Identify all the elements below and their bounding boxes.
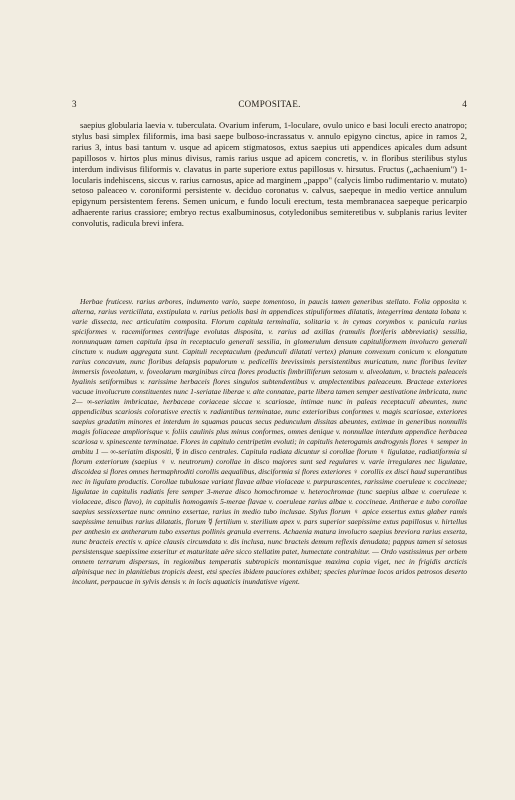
page-number-left: 3	[72, 99, 77, 109]
main-text-block	[72, 120, 467, 229]
page-number-right: 4	[462, 99, 467, 109]
secondary-text-block	[72, 297, 467, 587]
secondary-paragraph: Herbae fruticesv. rarius arbores, indumento vario, saepe tomentoso, in paucis tamen generibus stellato. Folia opposita v. alterna, rarius verticillata, exstipulata v. rarius petiolis basi in appendices stipuliformes dilatatis, integerrima dentata lobata v. varie dissecta, nec articulatim composita. Florum capitula terminalia, solitaria v. in cymas corymbos v. panicula rarius spiciformes v. racemiformes centrifuge evolutas disposita, v. rarius ad axillas (ramulis floriferis abbreviatis) sessilia, nonnunquam tamen capitula ipsa in receptaculo generali sessilia, in glomerulum densum capituliformem involucro generali cinctum v. nudum aggregata sunt. Capituli receptaculum (pedunculi dilatati vertex) planum convexum conicum v. elongatum rarius concavum, nunc floribus delapsis papulorum v. pedicellis brevissimis persistentibus muricatum, nunc floribus leviter immersis foveolatum, v. foveolarum marginibus circa flores productis fimbrilliferum setosum v. alveolatum, v. bracteis paleaceis hyalinis setiformibus v. rarissime herbaceis flores singulos subtendentibus v. amplectentibus paleaceum. Bracteae exteriores vacuae involucrum constituentes nunc 1-seriatae liberae v. alte connatae, parte libera tamen semper aestivatione imbricata, nunc 2— ∞-seriatim imbricatae, herbaceae coriaceae siccae v. scariosae, intimae nunc in paleas receptaculi abeuntes, nunc appendicibus scariosis coloratisve erectis v. radiantibus terminatae, nunc exterioribus conformes v. magis scariosae, exteriores saepius gradatim minores et interdum in squamas paucas secus pedunculum dissitas abeuntes, extimae in generibus nonnullis magis foliaceae ampliorisque v. foliis caulinis plus minus conformes, omnes denique v. nonnullae interdum appendice herbacea scariosa v. spinescente terminatae. Flores in capitulo centripetim evoluti; in capitulis heterogamis androgynis flores ♀ semper in ambitu 1 — ∞-seriatim dispositi, ☿ in disco centrales. Capitula radiata dicuntur si corollae florum ♀ ligulatae, radiatiformia si florum exteriorum (saepius ♀ v. neutrorum) corollae in disco majores sunt sed regulares v. varie irregulares nec ligulatae, discoidea si flores omnes hermaphroditi corollis aequalibus, disciformia si flores exteriores ♀ corollis ex disci haud superantibus nec in ligulam productis. Corollae tubulosae variant flavae albae violaceae v. purpurascentes, rarissime coeruleae v. coccineae; ligulatae in capitulis radiatis fere semper 3-merae disco homochromae v. heterochromae (tunc saepius albae v. coeruleae v. violaceae, disco flavo), in capitulis homogamis 5-merae flavae v. coeruleae rarius albae v. coccineae. Antherae e tubo corollae saepius sessiexsertae nunc omnino exsertae, rarius in medio tubo inclusae. Stylus florum ♀ apice exsertus extus glaber ramis saepissime tenuibus rarius dilatatis, florum ☿ fertilium v. sterilium apex v. pars superior saepissime extus papillosus v. hirtellus per anthesin ex antherarum tubo exsertus pollinis granula everrens. Achaenia matura involucro saepius breviora rarius exserta, nunc bracteis erectis v. apice clausis circumdata v. dis inclusa, nunc bracteis demum reflexis denudata; pappus tamen si setosus persistensque saepissime exseritur et maturitate aëre sicco stellatim patet, humectate contrahitur. — Ordo vastissimus per orbem omnem terrarum dispersus, in regionibus temperatis subtropicis montanisque maxima copia viget, nec in frigidis arcticis alpinisque nec in planitiebus tropicis deest, etsi species ibidem pauciores exhibet; species plurimae locos aridos petrosos deserto incolunt, perpaucae in sylvis densis v. in locis aquaticis inundatisve vigent.	[72, 297, 467, 586]
running-header	[72, 99, 467, 113]
main-paragraph: saepius globularia laevia v. tuberculata. Ovarium inferum, 1-loculare, ovulo unico e basi loculi erecto anatropo; stylus basi simplex filiformis, ima basi saepe bulboso-incrassatus v. annulo epigyno cinctus, apice in ramos 2, rarius 3, intus basi tantum v. usque ad apicem stigmatosos, extus saepius uti appendices apicales dum adsunt papillosos v. hirtos plus minus divisus, ramis rarius usque ad apicem concretis, v. in floribus sterilibus stylus interdum indivisus filiformis v. clavatus in parte superiore extus papillosus v. hirsutus. Fructus („achaenium") 1-locularis indehiscens, siccus v. rarius carnosus, apice ad marginem „pappo" (calycis limbo rudimentario v. mutato) setoso paleaceo v. coroniformi persistente v. deciduo coronatus v. calvus, saepeque in medio vertice annulum epigynum persistentem ferens. Semen unicum, e fundo loculi erectum, testa membranacea saepeque pericarpio adhaerente rarius crassiore; embryo rectus exalbuminosus, cotyledonibus semiteretibus v. subplanis rarius leviter convolutis, radicula brevi infera.	[72, 120, 467, 229]
running-title: COMPOSITAE.	[238, 99, 301, 109]
